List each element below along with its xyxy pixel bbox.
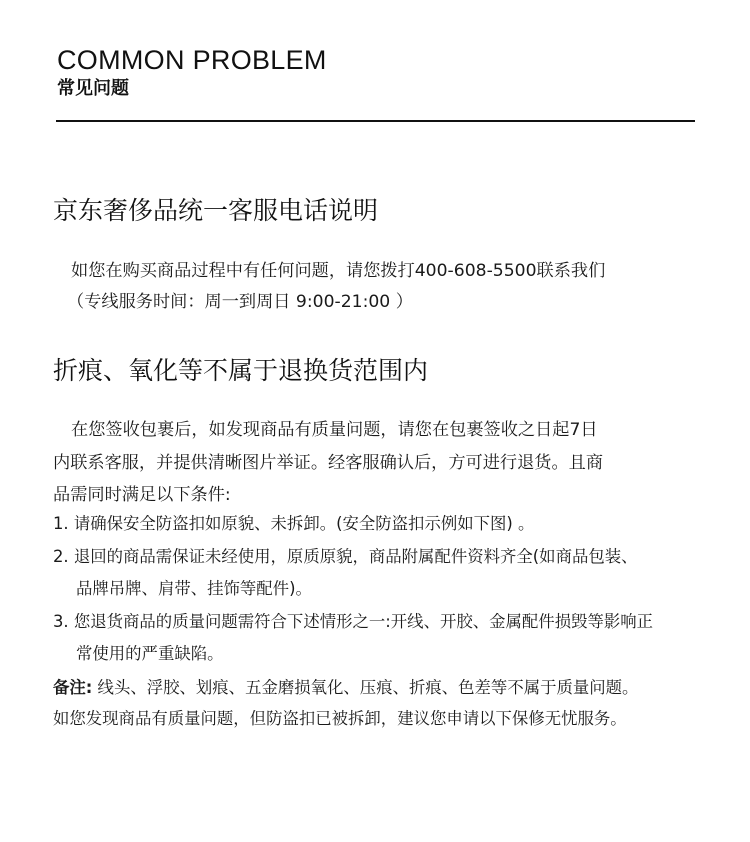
section-title-service-phone: 京东奢侈品统一客服电话说明 bbox=[53, 196, 379, 225]
condition-item bbox=[53, 541, 713, 606]
return-policy-line: 内联系客服，并提供清晰图片举证。经客服确认后，方可进行退货。且商 bbox=[53, 453, 604, 473]
note-label: 备注: bbox=[53, 678, 93, 697]
condition-item-text: 1. 请确保安全防盗扣如原貌、未拆卸。(安全防盗扣示例如下图) 。 bbox=[53, 514, 535, 533]
return-policy-line: 品需同时满足以下条件: bbox=[53, 485, 231, 505]
condition-item-continuation: 常使用的严重缺陷。 bbox=[76, 644, 224, 664]
return-conditions-list bbox=[53, 508, 713, 671]
note-block bbox=[53, 672, 713, 734]
note-line bbox=[53, 672, 713, 703]
note-line: 如您发现商品有质量问题，但防盗扣已被拆卸，建议您申请以下保修无忧服务。 bbox=[53, 709, 627, 728]
return-policy-paragraph bbox=[53, 414, 703, 510]
note-text: 线头、浮胶、划痕、五金磨损氧化、压痕、折痕、色差等不属于质量问题。 bbox=[92, 678, 639, 697]
header-title-en: COMMON PROBLEM bbox=[57, 45, 327, 75]
condition-item-text: 3. 您退货商品的质量问题需符合下述情形之一:开线、开胶、金属配件损毁等影响正 bbox=[53, 611, 654, 631]
condition-item bbox=[53, 606, 713, 671]
page-header bbox=[57, 44, 695, 102]
service-phone-line: 如您在购买商品过程中有任何问题，请您拨打400-608-5500联系我们 bbox=[71, 261, 606, 281]
header-title-cn: 常见问题 bbox=[57, 78, 129, 99]
service-hours-line: （专线服务时间：周一到周日 9:00-21:00 ） bbox=[67, 292, 413, 312]
header-divider bbox=[56, 120, 695, 122]
section-title-return-scope: 折痕、氧化等不属于退换货范围内 bbox=[53, 356, 429, 385]
service-phone-paragraph bbox=[53, 256, 703, 318]
condition-item-text: 2. 退回的商品需保证未经使用，原质原貌，商品附属配件资料齐全(如商品包装、 bbox=[53, 546, 638, 566]
condition-item-continuation: 品牌吊牌、肩带、挂饰等配件)。 bbox=[76, 579, 312, 599]
return-policy-line: 在您签收包裹后，如发现商品有质量问题，请您在包裹签收之日起7日 bbox=[71, 420, 598, 440]
condition-item bbox=[53, 508, 713, 541]
